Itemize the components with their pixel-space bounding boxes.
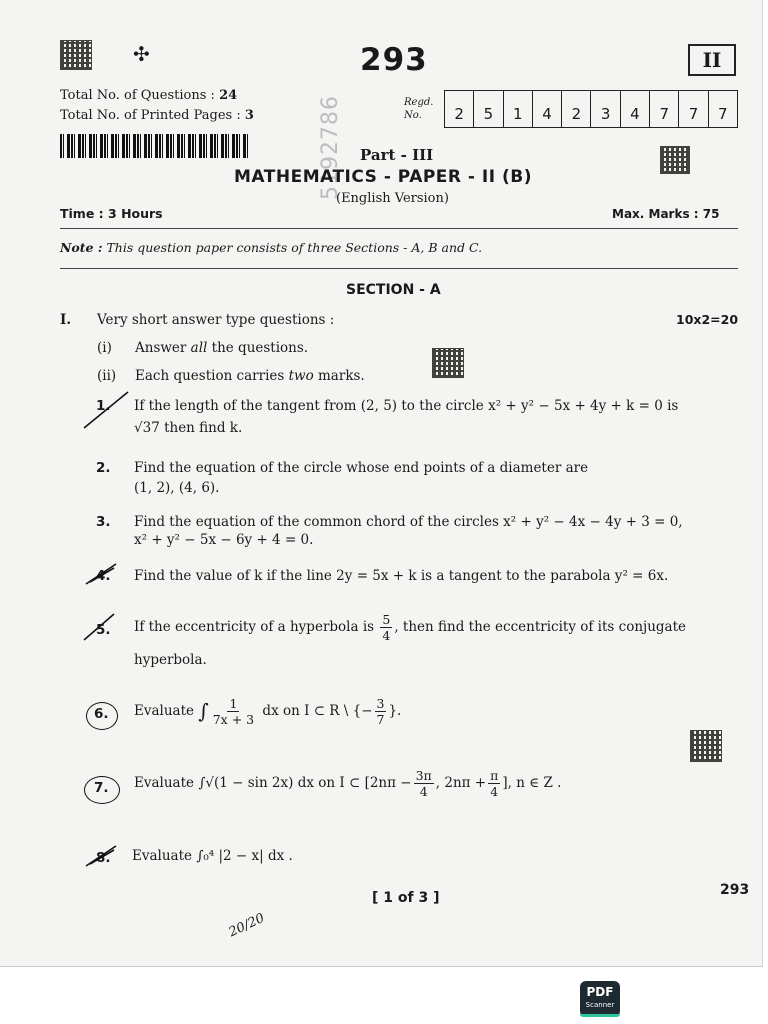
total-questions xyxy=(60,88,237,103)
max-marks-label: Max. Marks : 75 xyxy=(612,207,720,221)
question-2-line-1: Find the equation of the circle whose end points of a diameter are xyxy=(134,460,589,476)
fraction-numerator: 3 xyxy=(376,696,385,711)
stamp-serial: 5192786 xyxy=(318,95,343,200)
qr-code-right-lower xyxy=(690,730,722,762)
question-2-line-2: (1, 2), (4, 6). xyxy=(134,480,220,496)
time-label: Time : 3 Hours xyxy=(60,206,163,221)
paper-code: 293 xyxy=(360,42,428,78)
regd-digit: 7 xyxy=(650,91,679,127)
question-4-text: Find the value of k if the line 2y = 5x + k is a tangent to the parabola y² = 6x. xyxy=(134,568,669,584)
qr-code-top-left xyxy=(60,40,92,70)
version-label: (English Version) xyxy=(336,191,449,206)
question-7-tail: ], n ∈ Z . xyxy=(502,775,562,791)
strike-mark-icon xyxy=(84,560,120,588)
fraction-denominator: 7 xyxy=(376,712,385,727)
evaluate-label: Evaluate xyxy=(134,775,195,791)
question-5-line-1 xyxy=(134,612,744,643)
question-8-number: 8. xyxy=(96,850,111,866)
fleuron-icon: ✣ xyxy=(133,42,150,66)
instruction-2-number: (ii) xyxy=(97,368,117,384)
instruction-2-emphasis: two xyxy=(288,368,314,384)
fraction xyxy=(375,696,387,727)
instruction-1-tail: the questions. xyxy=(207,340,309,356)
fraction xyxy=(211,696,256,727)
question-6-text xyxy=(134,696,734,727)
question-3-line-2: x² + y² − 5x − 6y + 4 = 0. xyxy=(134,532,314,548)
total-pages-value: 3 xyxy=(244,108,254,123)
question-7-integral: ∫√(1 − sin 2x) dx on I ⊂ [2nπ − xyxy=(198,775,412,791)
question-5-line-2: hyperbola. xyxy=(134,652,207,668)
regd-digit: 7 xyxy=(679,91,708,127)
instruction-1-text: Answer xyxy=(135,340,191,356)
section-intro: Very short answer type questions : xyxy=(97,312,335,328)
question-4-number: 4. xyxy=(96,568,111,584)
question-8-text xyxy=(132,846,293,867)
page-number: [ 1 of 3 ] xyxy=(372,890,440,906)
stream-box xyxy=(688,44,736,76)
strike-mark-icon xyxy=(84,842,120,870)
instruction-2-text: Each question carries xyxy=(135,368,289,384)
regd-digit: 2 xyxy=(445,91,474,127)
evaluate-label: Evaluate xyxy=(132,848,193,864)
question-7-middle: , 2nπ + xyxy=(435,775,487,791)
integral-sign: ∫ xyxy=(198,699,209,723)
question-2-number: 2. xyxy=(96,460,111,476)
note-text: This question paper consists of three Sections - A, B and C. xyxy=(106,240,483,255)
barcode xyxy=(60,134,248,158)
question-5-text: If the eccentricity of a hyperbola is xyxy=(134,619,375,635)
regd-digit: 1 xyxy=(504,91,533,127)
question-3-number: 3. xyxy=(96,514,111,530)
logo-text-scanner: Scanner xyxy=(585,1001,615,1009)
fraction-denominator: 4 xyxy=(490,784,499,799)
question-5-number: 5. xyxy=(96,622,111,638)
section-marks: 10x2=20 xyxy=(676,312,739,327)
question-1-line-1: If the length of the tangent from (2, 5) to the circle x² + y² − 5x + 4y + k = 0 is xyxy=(134,398,679,414)
fraction xyxy=(380,612,392,643)
regd-label-line-1: Regd. xyxy=(404,97,434,108)
fraction-denominator: 7x + 3 xyxy=(212,712,255,727)
qr-code-middle xyxy=(432,348,464,378)
question-1-line-2: √37 then find k. xyxy=(134,420,243,436)
tick-mark-icon xyxy=(82,388,132,432)
section-title: SECTION - A xyxy=(346,282,441,298)
regd-digit: 2 xyxy=(562,91,591,127)
instruction-1-number: (i) xyxy=(97,340,112,356)
question-6-tail: }. xyxy=(388,703,402,719)
fraction-denominator: 4 xyxy=(382,628,391,643)
note-label: Note : xyxy=(60,240,103,255)
regd-label-line-2: No. xyxy=(404,110,422,121)
total-questions-label: Total No. of Questions : xyxy=(60,88,215,103)
regd-digit: 3 xyxy=(591,91,620,127)
subject-title: MATHEMATICS - PAPER - II (B) xyxy=(234,167,532,187)
part-label: Part - III xyxy=(360,146,434,164)
regd-digit: 4 xyxy=(533,91,562,127)
question-6-number: 6. xyxy=(94,706,109,722)
regd-number-boxes xyxy=(444,90,738,128)
divider-note xyxy=(60,268,738,269)
total-questions-value: 24 xyxy=(219,88,238,103)
question-1-number: 1. xyxy=(96,398,111,414)
fraction-numerator: 1 xyxy=(229,696,238,711)
question-8-integral: ∫₀⁴ |2 − x| dx . xyxy=(196,848,293,864)
total-pages-label: Total No. of Printed Pages : xyxy=(60,108,241,123)
instruction-1 xyxy=(97,338,308,359)
footer-code: 293 xyxy=(720,882,750,898)
instruction-2 xyxy=(97,366,365,387)
stream-label: II xyxy=(702,48,722,72)
qr-code-right xyxy=(660,146,690,174)
fraction xyxy=(488,768,500,799)
tick-mark-icon xyxy=(82,612,118,642)
fraction-numerator: 3π xyxy=(415,768,432,783)
instruction-1-emphasis: all xyxy=(190,340,208,356)
fraction-denominator: 4 xyxy=(419,784,428,799)
pdf-scanner-logo xyxy=(580,981,620,1017)
logo-text-pdf: PDF xyxy=(586,985,614,999)
regd-label xyxy=(404,96,433,122)
question-6-domain: dx on I ⊂ R \ {− xyxy=(262,703,373,719)
section-roman: I. xyxy=(60,312,72,328)
evaluate-label: Evaluate xyxy=(134,703,195,719)
question-5-text-tail: , then find the eccentricity of its conjugate xyxy=(394,619,686,635)
fraction xyxy=(414,768,434,799)
fraction-numerator: π xyxy=(490,768,499,783)
handwritten-score: 20/20 xyxy=(226,910,267,941)
divider-top xyxy=(60,228,738,229)
total-pages xyxy=(60,108,254,123)
note xyxy=(60,240,482,255)
regd-digit: 5 xyxy=(474,91,503,127)
logo-accent-bar xyxy=(580,1014,620,1017)
instruction-2-tail: marks. xyxy=(313,368,365,384)
question-3-line-1: Find the equation of the common chord of the circles x² + y² − 4x − 4y + 3 = 0, xyxy=(134,514,683,530)
question-7-text xyxy=(134,768,744,799)
regd-digit: 7 xyxy=(718,105,728,123)
question-7-number: 7. xyxy=(94,780,109,796)
regd-digit: 4 xyxy=(621,91,650,127)
fraction-numerator: 5 xyxy=(382,612,391,627)
